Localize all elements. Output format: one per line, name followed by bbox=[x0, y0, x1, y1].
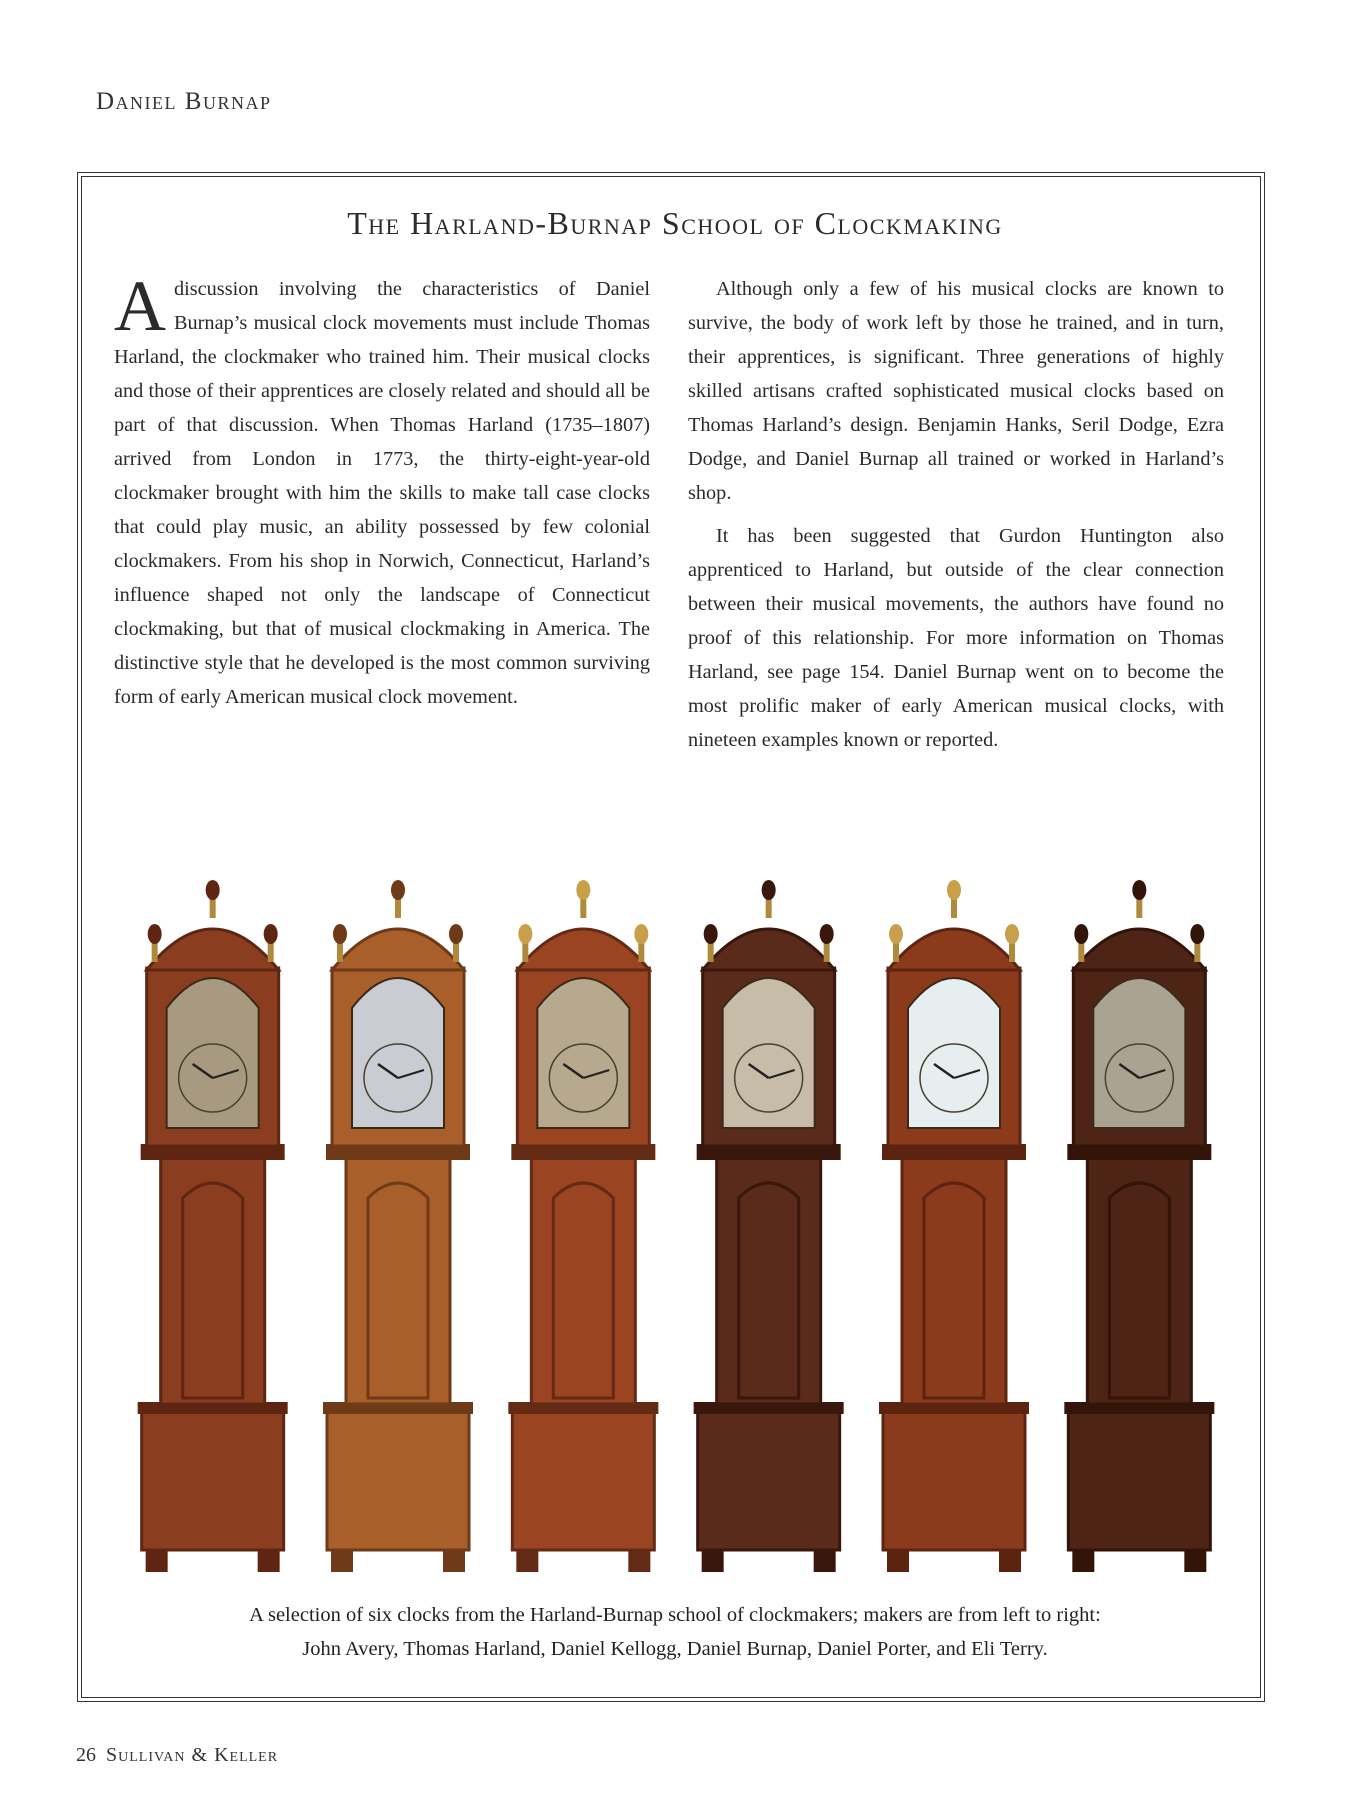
tall-case-clock bbox=[323, 880, 473, 1572]
clock-waist bbox=[902, 1158, 1006, 1404]
clock-base bbox=[698, 1408, 840, 1550]
clock-foot bbox=[702, 1548, 724, 1572]
clock-base bbox=[142, 1408, 284, 1550]
publisher-name: Sullivan & Keller bbox=[106, 1744, 279, 1766]
tall-case-clock bbox=[138, 880, 288, 1572]
clock-waist bbox=[1087, 1158, 1191, 1404]
page-footer bbox=[76, 1744, 278, 1767]
clock-finial bbox=[1190, 924, 1204, 944]
tall-case-clock bbox=[879, 880, 1029, 1572]
clock-finial bbox=[820, 924, 834, 944]
clock-bonnet bbox=[1073, 929, 1205, 970]
clock-bonnet bbox=[888, 929, 1020, 970]
clock-finial bbox=[947, 880, 961, 900]
clock-foot bbox=[516, 1548, 538, 1572]
right-column bbox=[688, 272, 1224, 757]
clock-foot bbox=[628, 1548, 650, 1572]
clock-base bbox=[327, 1408, 469, 1550]
clock-waist bbox=[161, 1158, 265, 1404]
page-number: 26 bbox=[76, 1744, 96, 1766]
right-paragraph-2: It has been suggested that Gurdon Huntington also apprenticed to Harland, but outside of the clear connection between their musical movements, the authors have found no proof of this relationship. For more information on Thomas Harland, see page 154. Daniel Burnap went on to become the most prolific maker of early American musical clocks, with nineteen examples known or reported. bbox=[688, 525, 1224, 751]
caption-line-1: A selection of six clocks from the Harland-Burnap school of clockmakers; makers are from left to right: bbox=[249, 1604, 1101, 1626]
clock-finial bbox=[889, 924, 903, 944]
clock-finial bbox=[148, 924, 162, 944]
clock-finial bbox=[449, 924, 463, 944]
clock-dial bbox=[908, 978, 1000, 1128]
right-paragraph-1: Although only a few of his musical clocks are known to survive, the body of work left by those he trained, and in turn, their apprentices, is significant. Three generations of highly skilled artisans crafted sophisticated musical clocks based on Thomas Harland’s design. Benjamin Hanks, Seril Dodge, Ezra Dodge, and Daniel Burnap all trained or worked in Harland’s shop. bbox=[688, 278, 1224, 504]
left-column bbox=[114, 266, 650, 714]
clock-dial bbox=[537, 978, 629, 1128]
clock-bonnet bbox=[147, 929, 279, 970]
clock-finial bbox=[704, 924, 718, 944]
clock-foot bbox=[814, 1548, 836, 1572]
clock-dial bbox=[723, 978, 815, 1128]
clock-finial bbox=[518, 924, 532, 944]
clock-finial bbox=[391, 880, 405, 900]
drop-cap: A bbox=[114, 266, 166, 346]
left-paragraph bbox=[114, 266, 650, 714]
clock-foot bbox=[999, 1548, 1021, 1572]
tall-case-clock bbox=[1064, 880, 1214, 1572]
running-head: Daniel Burnap bbox=[96, 88, 272, 115]
clock-foot bbox=[1184, 1548, 1206, 1572]
clock-waist bbox=[717, 1158, 821, 1404]
clock-finial bbox=[1074, 924, 1088, 944]
box-title: The Harland-Burnap School of Clockmaking bbox=[347, 205, 1003, 241]
clock-finial bbox=[206, 880, 220, 900]
clock-bonnet bbox=[703, 929, 835, 970]
clock-base bbox=[883, 1408, 1025, 1550]
clock-waist bbox=[531, 1158, 635, 1404]
clock-bonnet bbox=[517, 929, 649, 970]
clock-foot bbox=[443, 1548, 465, 1572]
tall-case-clock bbox=[694, 880, 844, 1572]
clock-dial bbox=[167, 978, 259, 1128]
photo-caption bbox=[100, 1598, 1250, 1666]
clock-dial bbox=[352, 978, 444, 1128]
left-paragraph-text: discussion involving the characteristics of Daniel Burnap’s musical clock movements must include Thomas Harland, the clockmaker who trained him. Their musical clocks and those of their apprentices are closely related and should all be part of that discussion. When Thomas Harland (1735–1807) arrived from London in 1773, the thirty-eight-year-old clockmaker brought with him the skills to make tall case clocks that could play music, an ability possessed by few colonial clockmakers. From his shop in Norwich, Connecticut, Harland’s influence shaped not only the landscape of Connecticut clockmaking, but that of musical clockmaking in America. The distinctive style that he developed is the most common surviving form of early American musical clock movement. bbox=[114, 278, 650, 708]
clock-base bbox=[1068, 1408, 1210, 1550]
clock-foot bbox=[258, 1548, 280, 1572]
clocks-photo bbox=[120, 818, 1232, 1576]
clock-finial bbox=[333, 924, 347, 944]
clock-dial bbox=[1093, 978, 1185, 1128]
clock-finial bbox=[634, 924, 648, 944]
clock-foot bbox=[146, 1548, 168, 1572]
clock-base bbox=[512, 1408, 654, 1550]
clock-finial bbox=[1132, 880, 1146, 900]
clock-bonnet bbox=[332, 929, 464, 970]
tall-case-clock bbox=[508, 880, 658, 1572]
clock-finial bbox=[576, 880, 590, 900]
clock-foot bbox=[887, 1548, 909, 1572]
caption-line-2: John Avery, Thomas Harland, Daniel Kellogg, Daniel Burnap, Daniel Porter, and Eli Terry. bbox=[302, 1638, 1048, 1660]
clock-waist bbox=[346, 1158, 450, 1404]
clock-finial bbox=[1005, 924, 1019, 944]
clock-finial bbox=[264, 924, 278, 944]
clock-finial bbox=[762, 880, 776, 900]
clock-foot bbox=[331, 1548, 353, 1572]
clock-foot bbox=[1072, 1548, 1094, 1572]
